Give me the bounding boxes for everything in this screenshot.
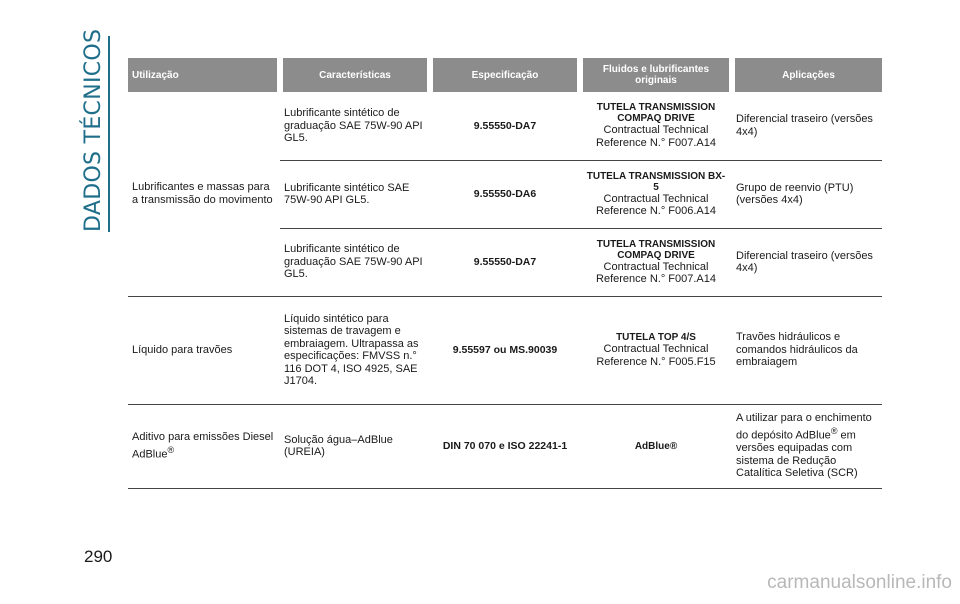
application-cell: Grupo de reenvio (PTU) (versões 4x4) [732,160,882,228]
fluid-cell [580,92,732,160]
fluid-cell [580,404,732,488]
fluid-reference: Contractual Technical Reference N.° F007.A14 [596,260,716,285]
fluid-cell [580,160,732,228]
page-number: 290 [84,547,113,566]
spec-cell: DIN 70 070 e ISO 22241-1 [430,404,580,488]
characteristics-cell: Lubrificante sintético SAE 75W-90 API GL5. [280,160,430,228]
usage-cell: Lubrificantes e massas para a transmissão do movimento [128,92,280,296]
characteristics-cell: Solução água–AdBlue (UREIA) [280,404,430,488]
lubricants-table [128,58,882,489]
characteristics-cell: Líquido sintético para sistemas de travagem e embraiagem. Ultrapassa as especificações: FMVSS n.° 116 DOT 4, ISO 4925, SAE J1704. [280,296,430,404]
application-cell: Travões hidráulicos e comandos hidráulicos da embraiagem [732,296,882,404]
usage-cell: Líquido para travões [128,296,280,404]
fluid-reference: Contractual Technical Reference N.° F005.F15 [596,343,716,368]
fluid-name: TUTELA TRANSMISSION COMPAQ DRIVE [596,102,716,125]
fluid-reference: Contractual Technical Reference N.° F007.A14 [596,124,716,149]
characteristics-cell: Lubrificante sintético de graduação SAE 75W-90 API GL5. [280,92,430,160]
header-characteristics: Características [280,58,430,92]
application-cell [732,404,882,488]
section-rule [108,36,110,232]
spec-cell: 9.55597 ou MS.90039 [430,296,580,404]
section-title-vertical: DADOS TÉCNICOS [81,28,106,232]
header-usage: Utilização [128,58,280,92]
header-fluids: Fluidos e lubrificantes originais [580,58,732,92]
spec-cell: 9.55550-DA7 [430,92,580,160]
spec-cell: 9.55550-DA7 [430,228,580,296]
application-text-a: A utilizar para o enchimento do depósito AdBlue [736,412,872,442]
usage-text: Aditivo para emissões Diesel AdBlue [132,431,274,461]
registered-mark: ® [167,444,175,455]
fluid-cell [580,296,732,404]
application-cell: Diferencial traseiro (versões 4x4) [732,92,882,160]
registered-mark: ® [830,425,838,436]
table-header-row [128,58,882,92]
table-row [128,404,882,488]
header-applications: Aplicações [732,58,882,92]
fluid-cell [580,228,732,296]
header-specification: Especificação [430,58,580,92]
fluid-name: TUTELA TOP 4/S [616,332,696,343]
table-row [128,92,882,160]
fluid-reference: Contractual Technical Reference N.° F006.A14 [596,192,716,217]
characteristics-cell: Lubrificante sintético de graduação SAE 75W-90 API GL5. [280,228,430,296]
fluid-name: TUTELA TRANSMISSION BX-5 [586,170,726,193]
application-cell: Diferencial traseiro (versões 4x4) [732,228,882,296]
usage-cell [128,404,280,488]
fluid-name: AdBlue® [634,440,678,452]
spec-cell: 9.55550-DA6 [430,160,580,228]
fluid-name: TUTELA TRANSMISSION COMPAQ DRIVE [596,238,716,261]
application-text-b: em versões equipadas com sistema de Redução Catalítica Seletiva (SCR) [736,429,858,480]
watermark: carmanualsonline.info [767,572,952,593]
table-row [128,296,882,404]
